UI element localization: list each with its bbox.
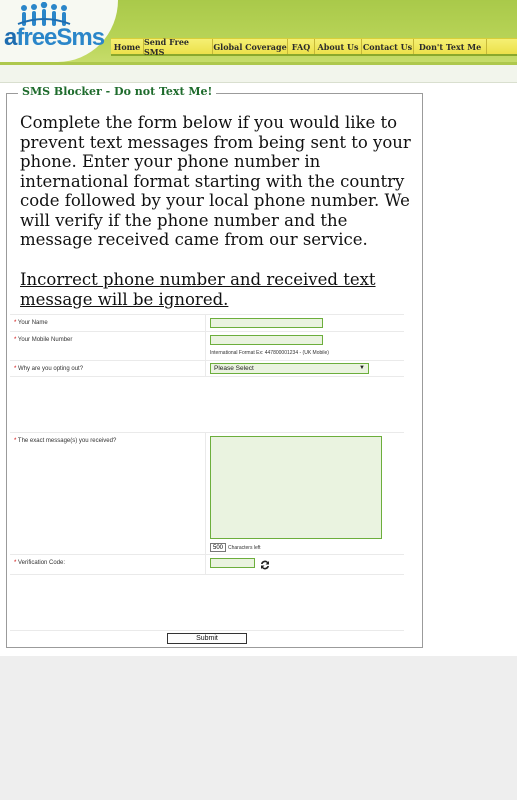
nav-about-us[interactable]: About Us bbox=[315, 39, 362, 54]
nav-send-free-sms[interactable]: Send Free SMS bbox=[144, 39, 213, 54]
form-row-mobile bbox=[10, 331, 404, 360]
name-input[interactable] bbox=[210, 318, 323, 328]
form-row-captcha-space bbox=[10, 574, 404, 630]
mobile-input[interactable] bbox=[210, 335, 323, 345]
site-header bbox=[0, 0, 517, 62]
message-label: * The exact message(s) you received? bbox=[10, 433, 206, 554]
nav-global-coverage[interactable]: Global Coverage bbox=[213, 39, 288, 54]
chars-left-label: Characters left bbox=[228, 544, 261, 551]
refresh-icon[interactable] bbox=[259, 559, 271, 571]
chevron-down-icon: ▼ bbox=[359, 365, 365, 371]
form-row-name bbox=[10, 314, 404, 331]
nav-spacer bbox=[487, 39, 517, 54]
mobile-hint: International Format Ex: 447800001234 - (UK Mobile) bbox=[210, 350, 329, 356]
reason-label: * Why are you opting out? bbox=[10, 361, 206, 376]
logo[interactable] bbox=[0, 0, 118, 62]
warning-text: Incorrect phone number and received text message will be ignored. bbox=[20, 270, 376, 309]
fieldset-legend: SMS Blocker - Do not Text Me! bbox=[18, 85, 216, 98]
mobile-label: * Your Mobile Number bbox=[10, 332, 206, 360]
intro-text: Complete the form below if you would like to prevent text messages from being sent to your phone. Enter your phone number in international format starting with the country code followed by your local phone number. We will verify if the phone number and the message received came from our service. bbox=[20, 113, 411, 249]
nav-contact-us[interactable]: Contact Us bbox=[362, 39, 414, 54]
form-row-reason bbox=[10, 360, 404, 376]
form-row-spacer bbox=[10, 376, 404, 432]
nav-home[interactable]: Home bbox=[111, 39, 144, 54]
reason-select[interactable]: Please Select ▼ bbox=[210, 363, 369, 374]
nav-faq[interactable]: FAQ bbox=[288, 39, 315, 54]
char-counter bbox=[210, 543, 261, 552]
verification-input[interactable] bbox=[210, 558, 255, 568]
nav-dont-text-me[interactable]: Don't Text Me bbox=[414, 39, 487, 54]
chars-left-field: 500 bbox=[210, 543, 226, 552]
name-label: * Your Name bbox=[10, 315, 206, 331]
main-nav bbox=[111, 38, 517, 56]
submit-button[interactable]: Submit bbox=[167, 633, 247, 644]
form-row-verification bbox=[10, 554, 404, 574]
form-row-message bbox=[10, 432, 404, 554]
sub-header-bar bbox=[0, 65, 517, 83]
message-textarea[interactable] bbox=[210, 436, 382, 539]
logo-text: afreeSms bbox=[4, 24, 105, 51]
verification-label: * Verification Code: bbox=[10, 555, 206, 574]
